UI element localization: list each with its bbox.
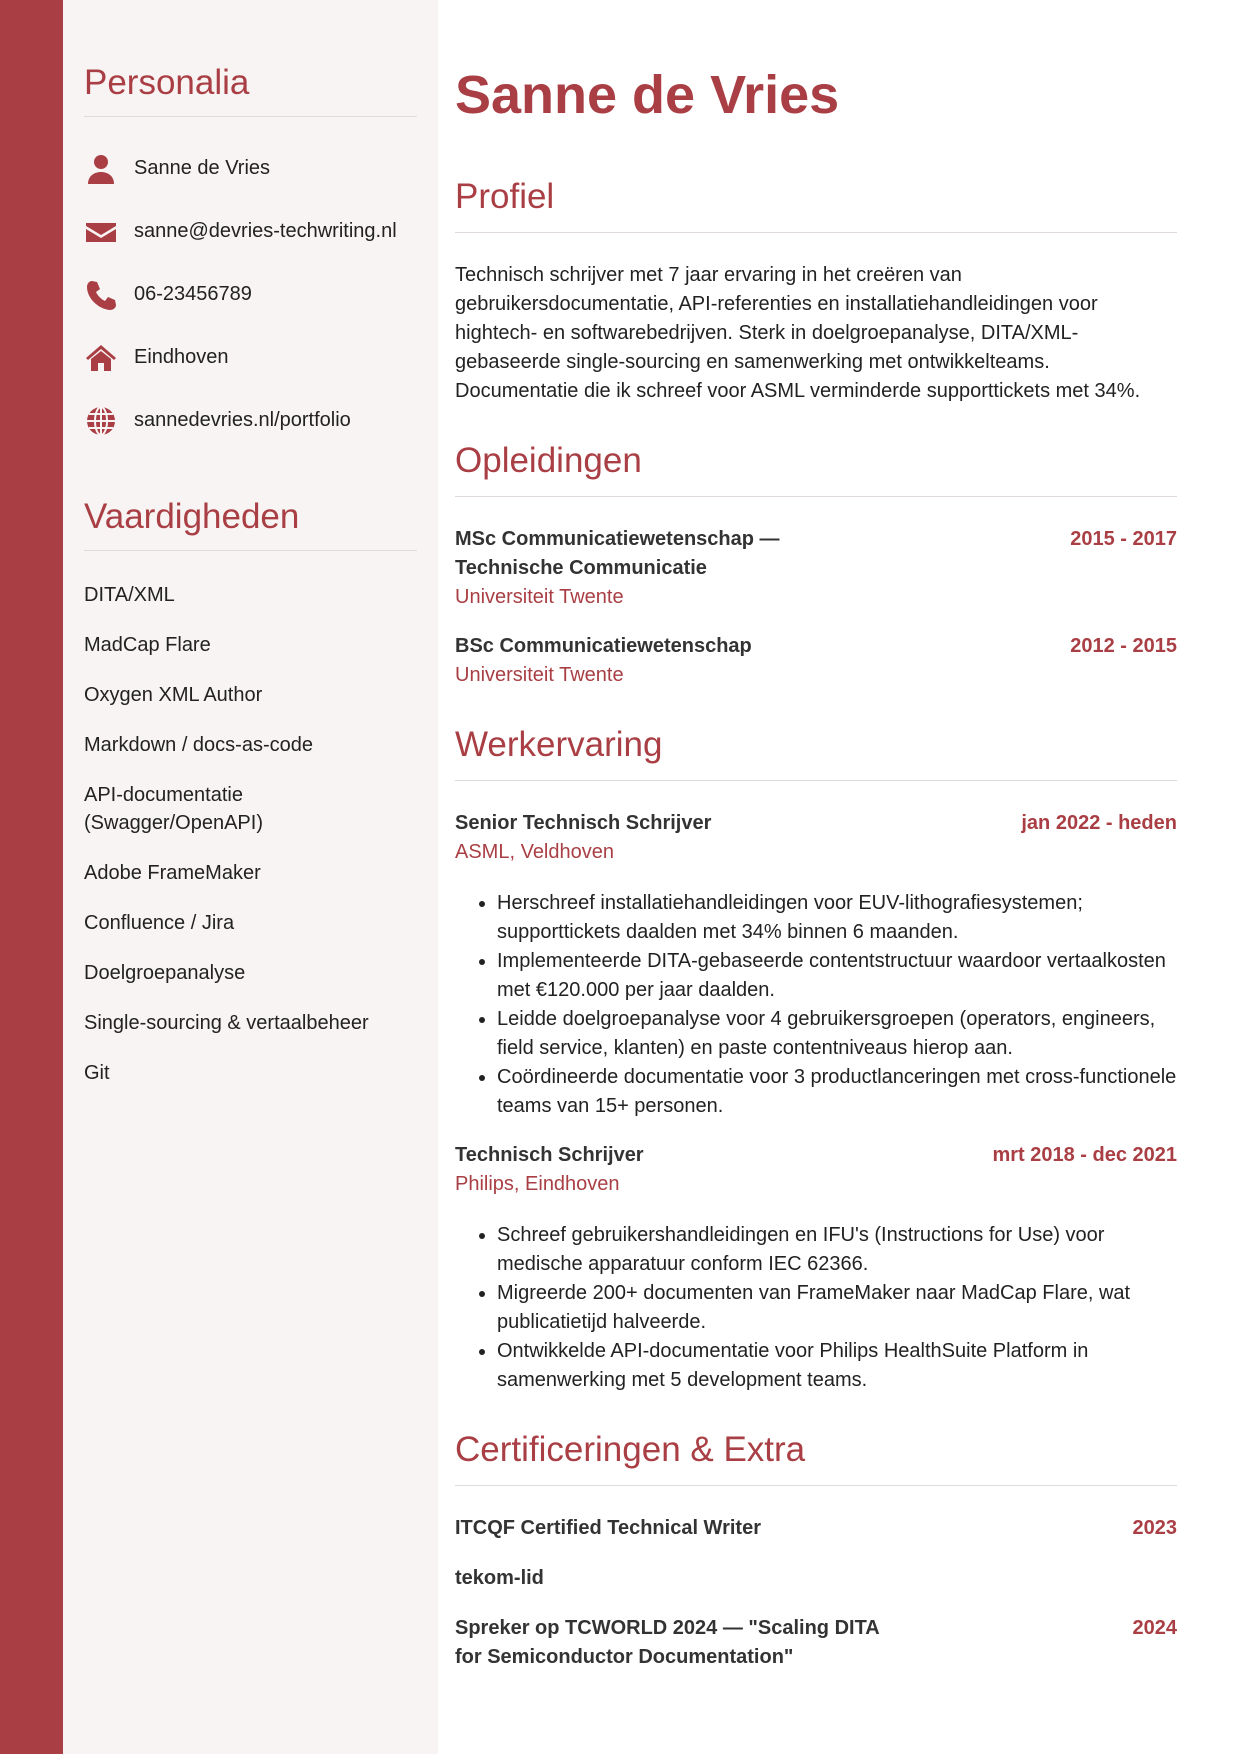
job-bullet: • Leidde doelgroepanalyse voor 4 gebruikersgroepen (operators, engineers, field service, klanten) en paste contentniveaus hierop aan. [497, 1005, 1177, 1063]
education-section [455, 440, 1177, 690]
education-title: MSc Communicatiewetenschap — Technische Communicatie [455, 528, 780, 580]
skill-item: Adobe FrameMaker [84, 862, 261, 884]
cert-entry [455, 1564, 1177, 1593]
profile-section [455, 176, 1177, 406]
job-bullet: • Ontwikkelde API-documentatie voor Philips HealthSuite Platform in samenwerking met 5 development teams. [497, 1337, 1177, 1395]
skill-item: Oxygen XML Author [84, 684, 263, 706]
contact-email[interactable] [84, 200, 417, 263]
contact-location-text: Eindhoven [134, 346, 229, 368]
experience-section [455, 724, 1177, 1395]
contact-list [84, 137, 417, 452]
skill-item: Single-sourcing & vertaalbeheer [84, 1012, 369, 1034]
cert-title: tekom-lid [455, 1567, 544, 1590]
cert-date: 2024 [1132, 1617, 1177, 1640]
cert-entry [455, 1514, 1177, 1543]
job-entry [455, 809, 1177, 1121]
divider [455, 496, 1177, 497]
accent-stripe [0, 0, 63, 1754]
cert-entry [455, 1614, 1177, 1672]
education-heading: Opleidingen [455, 441, 642, 481]
job-bullet: • Schreef gebruikershandleidingen en IFU's (Instructions for Use) voor medische apparatuur conform IEC 62366. [497, 1221, 1177, 1279]
contact-website[interactable] [84, 389, 417, 452]
skill-item: Git [84, 1062, 110, 1084]
sidebar [63, 0, 438, 1754]
skill-item: DITA/XML [84, 584, 175, 606]
envelope-icon [84, 215, 118, 249]
skill-item: Confluence / Jira [84, 912, 235, 934]
certifications-section [455, 1429, 1177, 1672]
job-bullet: • Coördineerde documentatie voor 3 productlanceringen met cross-functionele teams van 15+ personen. [497, 1063, 1177, 1121]
home-icon [84, 341, 118, 375]
contact-name-text: Sanne de Vries [134, 157, 271, 179]
job-bullet: • Herschreef installatiehandleidingen voor EUV-lithografiesystemen; supporttickets daalden met 34% binnen 6 maanden. [497, 889, 1177, 947]
globe-icon [84, 404, 118, 438]
job-company: ASML, Veldhoven [455, 841, 614, 864]
job-bullets [455, 1221, 1177, 1395]
user-icon [84, 152, 118, 186]
job-date: jan 2022 - heden [1021, 812, 1177, 835]
job-date: mrt 2018 - dec 2021 [992, 1144, 1177, 1167]
cert-date: 2023 [1132, 1517, 1177, 1540]
divider [455, 232, 1177, 233]
divider [84, 550, 417, 551]
job-title: Senior Technisch Schrijver [455, 812, 712, 835]
skill-item: Markdown / docs-as-code [84, 734, 313, 756]
personal-heading: Personalia [84, 63, 250, 102]
job-title: Technisch Schrijver [455, 1144, 644, 1167]
contact-name [84, 137, 417, 200]
contact-website-text[interactable]: sannedevries.nl/portfolio [134, 409, 351, 431]
job-bullet: • Migreerde 200+ documenten van FrameMaker naar MadCap Flare, wat publicatietijd halveerde. [497, 1279, 1177, 1337]
skills-list [84, 581, 417, 1087]
divider [455, 780, 1177, 781]
experience-heading: Werkervaring [455, 725, 663, 765]
profile-heading: Profiel [455, 177, 555, 217]
job-bullet: • Implementeerde DITA-gebaseerde contentstructuur waardoor vertaalkosten met €120.000 per jaar daalden. [497, 947, 1177, 1005]
education-school: Universiteit Twente [455, 664, 624, 687]
education-entry [455, 525, 1177, 612]
education-title: BSc Communicatiewetenschap [455, 635, 752, 658]
cert-title: Spreker op TCWORLD 2024 — "Scaling DITA for Semiconductor Documentation" [455, 1617, 880, 1669]
job-company: Philips, Eindhoven [455, 1173, 620, 1196]
skill-item: Doelgroepanalyse [84, 962, 246, 984]
main-content [455, 0, 1177, 1693]
education-entry [455, 632, 1177, 690]
contact-phone-text[interactable]: 06-23456789 [134, 283, 252, 305]
phone-icon [84, 278, 118, 312]
cert-title: ITCQF Certified Technical Writer [455, 1517, 761, 1540]
education-date: 2015 - 2017 [1070, 528, 1177, 551]
profile-text: Technisch schrijver met 7 jaar ervaring in het creëren van gebruikersdocumentatie, API-referenties en installatiehandleidingen voor hightech- en softwarebedrijven. Sterk in doelgroepanalyse, DITA/XML-gebaseerde single-sourcing en samenwerking met ontwikkelteams. Documentatie die ik schreef voor ASML verminderde supporttickets met 34%. [455, 264, 1141, 403]
divider [84, 116, 417, 117]
job-bullets [455, 889, 1177, 1121]
job-entry [455, 1141, 1177, 1395]
contact-location [84, 326, 417, 389]
contact-phone[interactable] [84, 263, 417, 326]
certifications-heading: Certificeringen & Extra [455, 1430, 806, 1470]
contact-email-text[interactable]: sanne@devries-techwriting.nl [134, 220, 397, 242]
skills-heading: Vaardigheden [84, 497, 300, 536]
skill-item: API-documentatie (Swagger/OpenAPI) [84, 784, 263, 834]
candidate-name: Sanne de Vries [455, 65, 840, 125]
education-date: 2012 - 2015 [1070, 635, 1177, 658]
skill-item: MadCap Flare [84, 634, 211, 656]
divider [455, 1485, 1177, 1486]
education-school: Universiteit Twente [455, 586, 624, 609]
